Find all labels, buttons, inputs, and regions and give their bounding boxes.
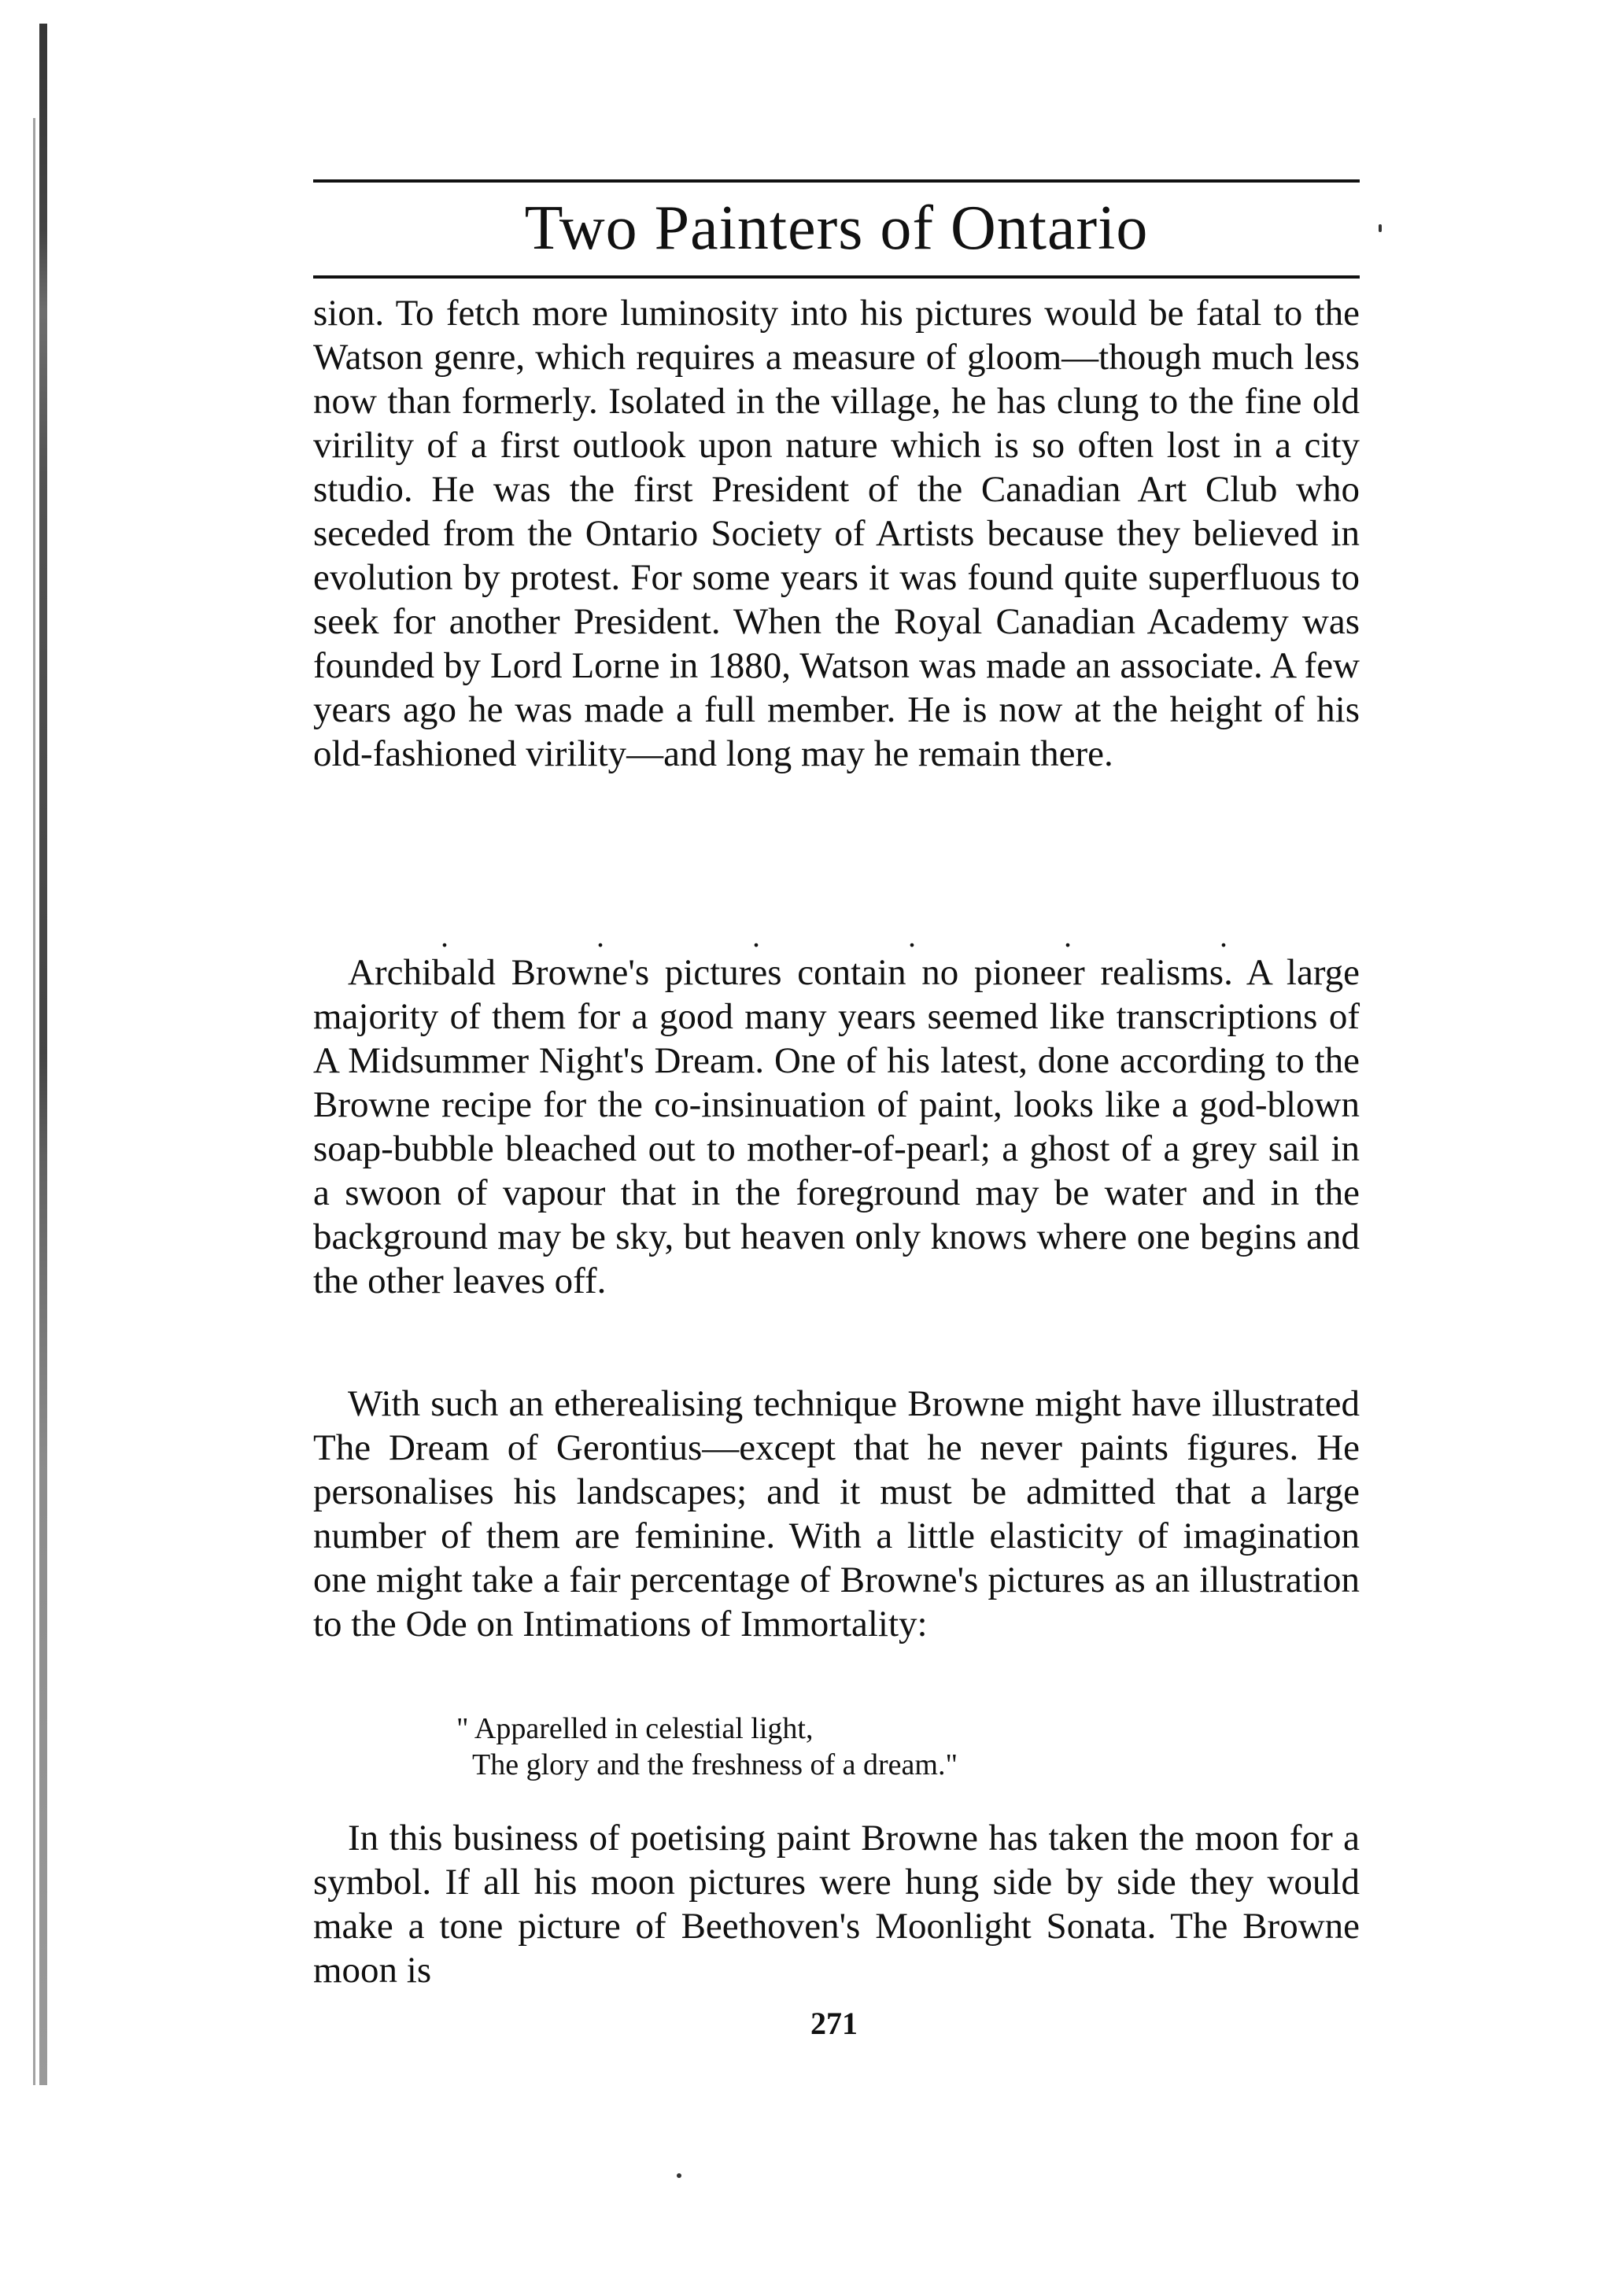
paragraph-browne-technique: With such an etherealising technique Browne might have illustrated The Dream of Gerontius—except that he never paints figures. He personalises his landscapes; and it must be admitted that a large number of them are feminine. With a little elasticity of imagination one might take a fair percentage of Browne's pictures as an illustration to the Ode on Intimations of Immortality: [313, 1383, 1360, 1644]
page-binding-edge [30, 24, 54, 2101]
page-number: 271 [810, 2006, 858, 2041]
section-break-dot: . [441, 918, 449, 954]
quote-line: " Apparelled in celestial light, [456, 1712, 814, 1745]
section-break-dot: . [908, 918, 916, 954]
quote-line: The glory and the freshness of a dream." [472, 1748, 958, 1781]
section-break-dot: . [752, 918, 760, 954]
header-rule-bottom [313, 275, 1360, 279]
header-rule-top [313, 179, 1360, 183]
section-break-dot: . [1220, 918, 1228, 954]
running-head: Two Painters of Ontario [524, 194, 1149, 263]
block-quote [456, 1711, 1243, 1783]
paragraph-browne-intro: Archibald Browne's pictures contain no pioneer realisms. A large majority of them for a good many years seemed like transcriptions of A Midsummer Night's Dream. One of his latest, done according to the Browne recipe for the co-insinuation of paint, looks like a god-blown soap-bubble bleached out to mother-of-pearl; a ghost of a grey sail in a swoon of vapour that in the foreground may be water and in the background may be sky, but heaven only knows where one begins and the other leaves off. [313, 952, 1360, 1301]
binding-shadow [39, 24, 47, 2085]
print-speck [677, 2173, 681, 2178]
print-speck [1379, 224, 1382, 232]
section-break-dot: . [596, 918, 604, 954]
paragraph-browne-moon: In this business of poetising paint Browne has taken the moon for a symbol. If all his moon pictures were hung side by side they would make a tone picture of Beethoven's Moonlight Sonata. The Browne moon is [313, 1818, 1360, 1991]
section-break [441, 918, 1228, 954]
section-break-dot: . [1064, 918, 1072, 954]
paragraph-watson: sion. To fetch more luminosity into his pictures would be fatal to the Watson genre, which requires a measure of gloom—though much less now than formerly. Isolated in the village, he has clung to the fine old virility of a first outlook upon nature which is so often lost in a city studio. He was the first President of the Canadian Art Club who seceded from the Ontario Society of Artists because they believed in evolution by protest. For some years it was found quite superfluous to seek for another President. When the Royal Canadian Academy was founded by Lord Lorne in 1880, Watson was made an associate. A few years ago he was made a full member. He is now at the height of his old-fashioned virility—and long may he remain there. [313, 293, 1360, 774]
binding-line [33, 118, 35, 2085]
